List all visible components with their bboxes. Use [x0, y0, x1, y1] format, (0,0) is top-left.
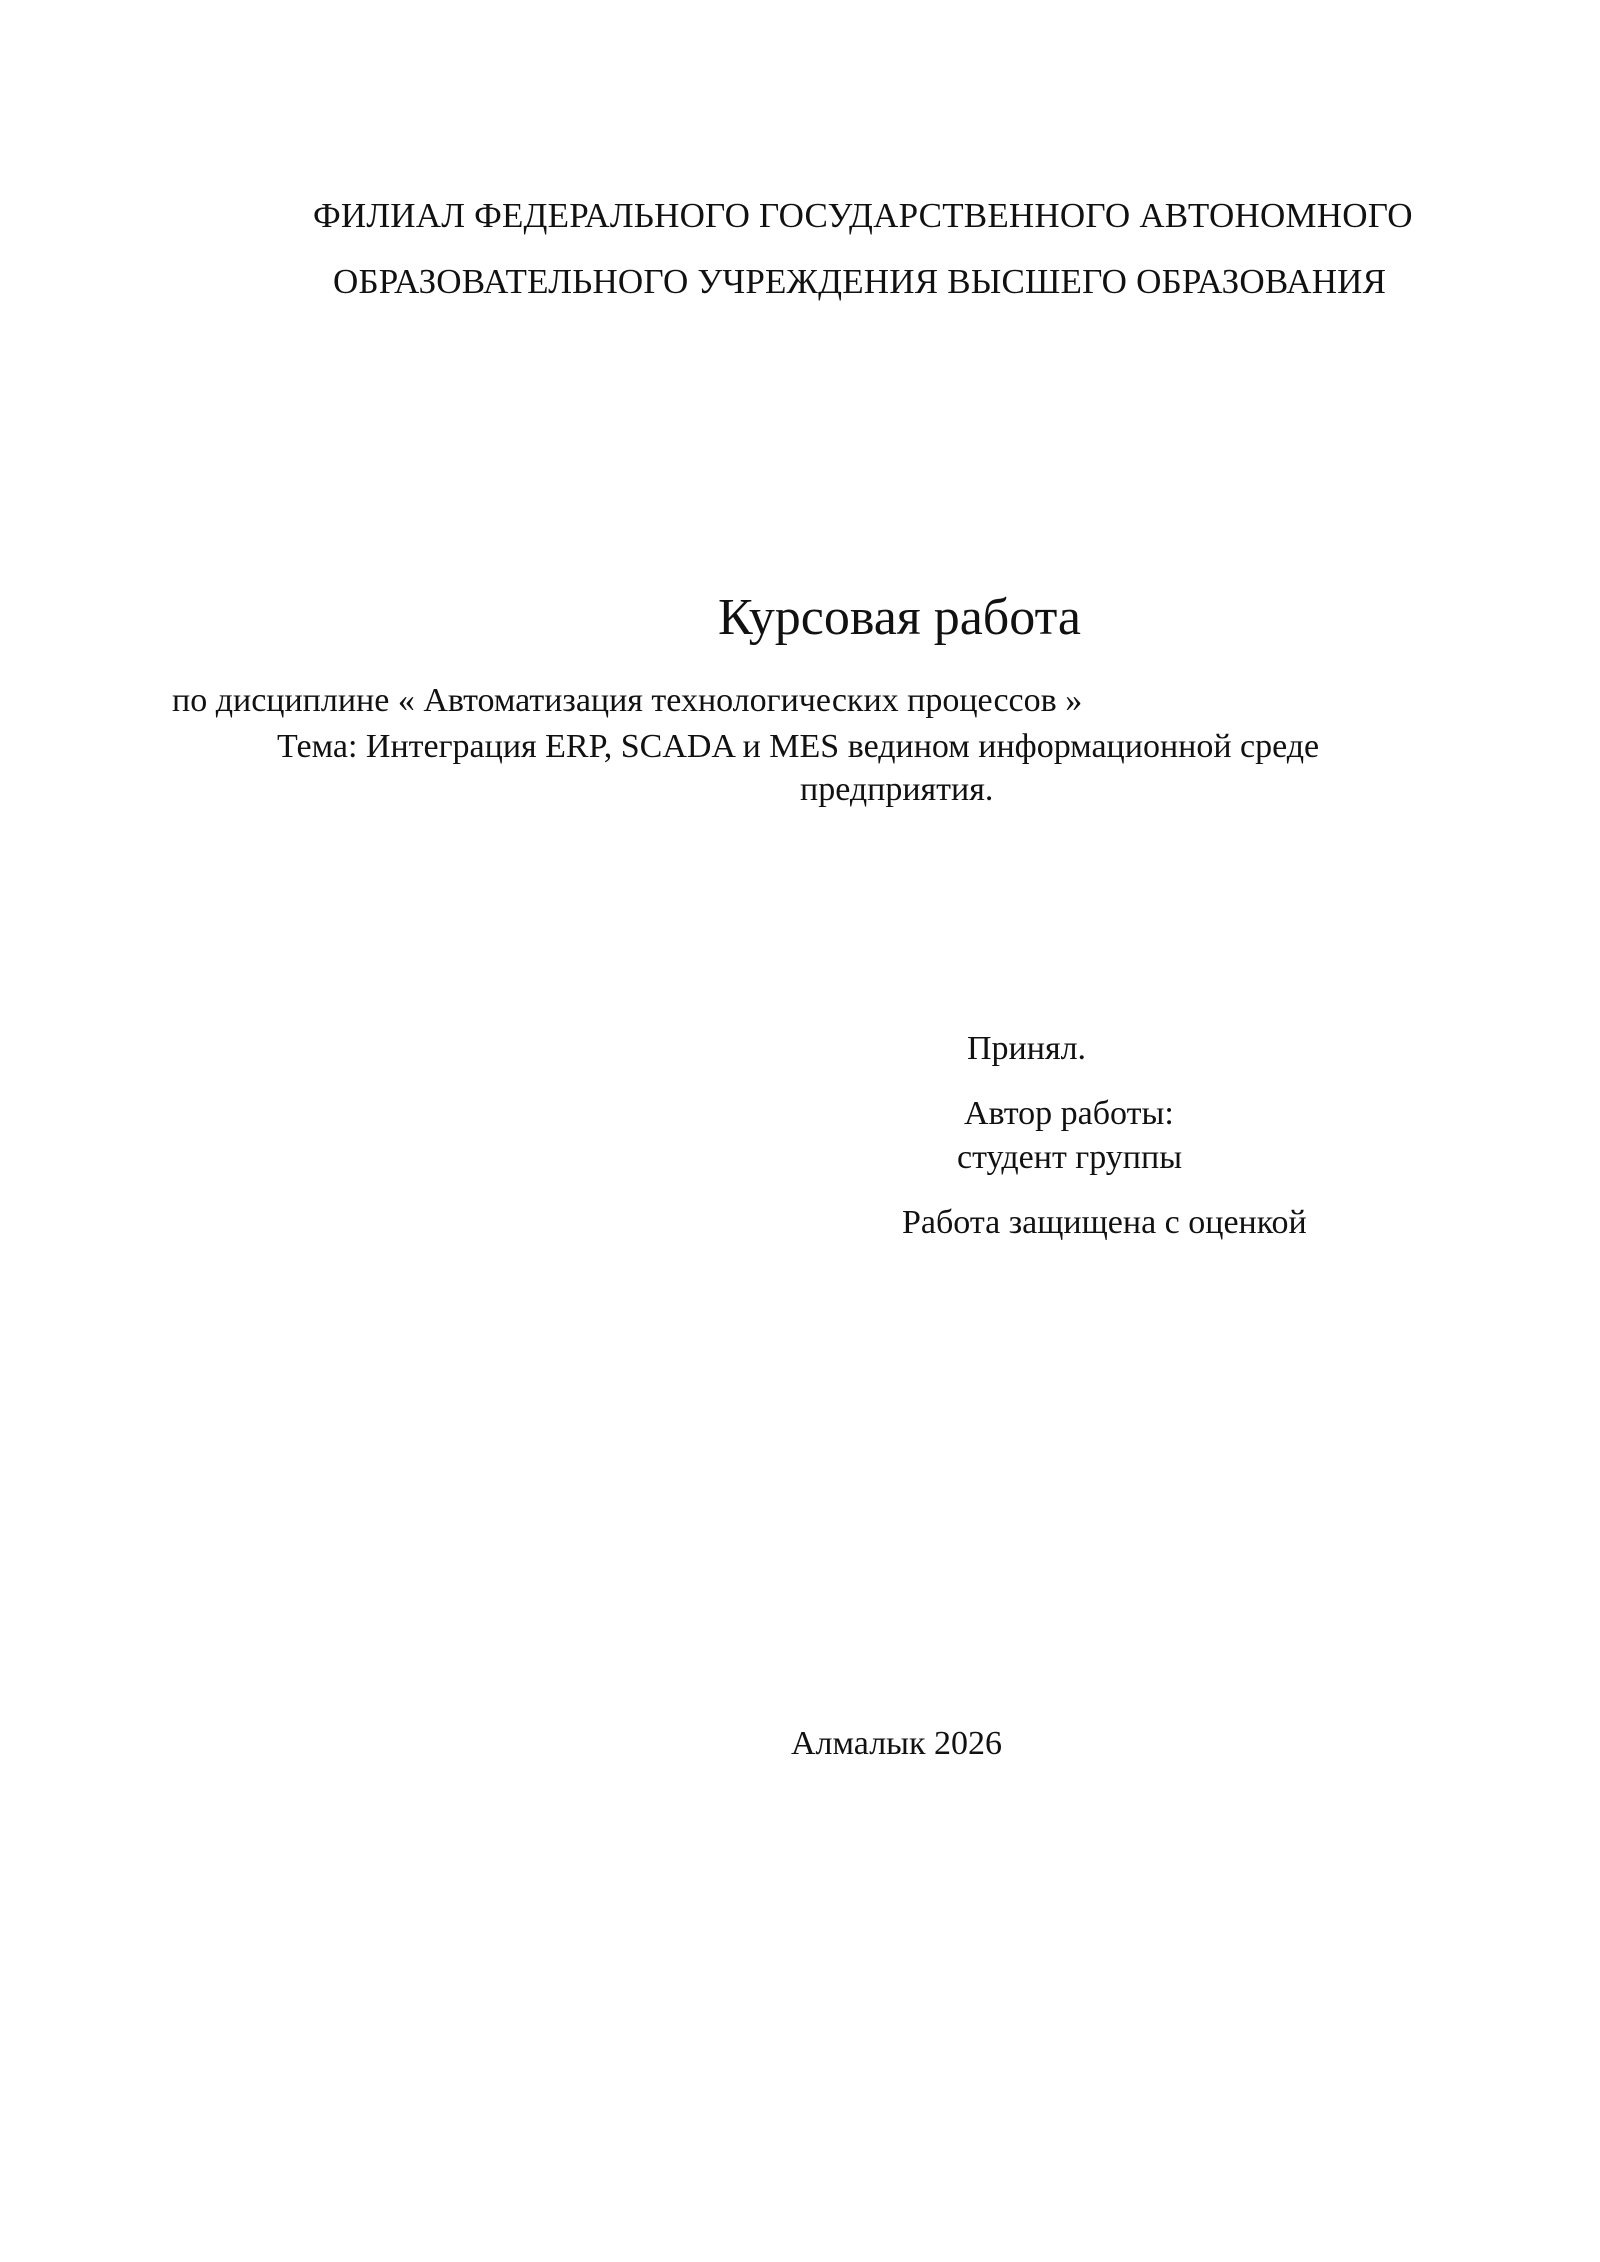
discipline-line: по дисциплине « Автоматизация технологических процессов » [172, 682, 1083, 719]
organization-line-1: ФИЛИАЛ ФЕДЕРАЛЬНОГО ГОСУДАРСТВЕННОГО АВТОНОМНОГО [313, 196, 1413, 235]
document-title: Курсовая работа [718, 589, 1082, 646]
defended-grade-label: Работа защищена с оценкой [902, 1204, 1307, 1241]
author-label: Автор работы: [964, 1095, 1174, 1132]
city-year: Алмалык 2026 [791, 1725, 1003, 1762]
topic-line-2: предприятия. [800, 771, 994, 808]
organization-line-2: ОБРАЗОВАТЕЛЬНОГО УЧРЕЖДЕНИЯ ВЫСШЕГО ОБРАЗОВАНИЯ [333, 262, 1387, 301]
student-group-label: студент группы [957, 1139, 1183, 1176]
accepted-label: Принял. [967, 1030, 1087, 1067]
topic-line-1: Тема: Интеграция ERP, SCADA и MES ведином информационной среде [277, 728, 1320, 765]
